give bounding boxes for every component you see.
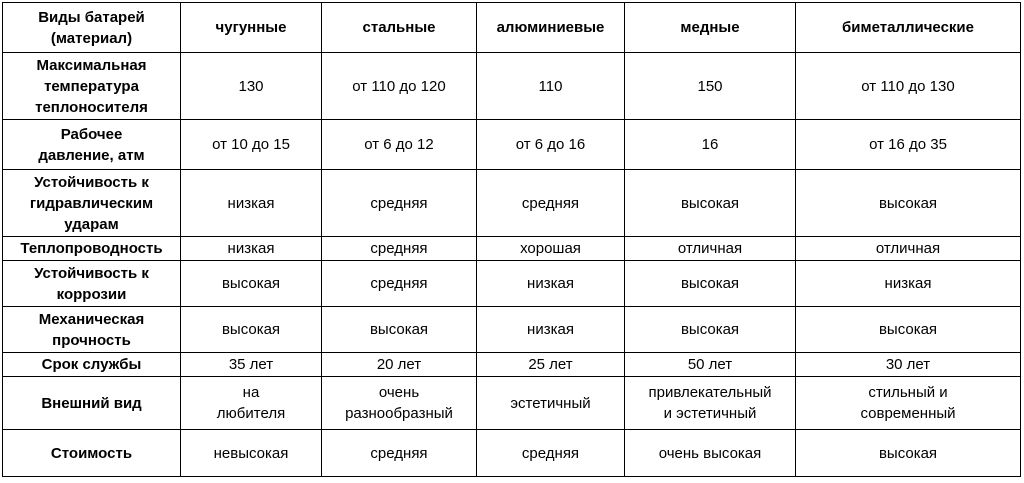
table-cell <box>796 261 1021 307</box>
table-cell <box>796 430 1021 477</box>
table-cell <box>625 430 796 477</box>
table-cell <box>625 170 796 237</box>
table-cell-line: высокая <box>680 275 740 292</box>
row-header-line: теплоносителя <box>35 98 148 116</box>
row-header <box>3 170 181 237</box>
table-cell-line: средняя <box>521 444 580 462</box>
column-header: медные <box>625 3 796 53</box>
column-header: биметаллические <box>796 3 1021 53</box>
table-cell-line: привлекательный <box>648 384 772 401</box>
table-row <box>3 430 1021 477</box>
table-cell <box>477 377 625 430</box>
table-row <box>3 353 1021 377</box>
row-header-line: Механическая <box>38 310 145 328</box>
table-cell-line: высокая <box>680 321 740 338</box>
table-cell-line: отличная <box>875 240 941 257</box>
row-header-line: прочность <box>52 331 131 349</box>
row-header <box>3 430 181 477</box>
table-cell <box>181 120 322 170</box>
column-header: чугунные <box>181 3 322 53</box>
table-cell-line: средняя <box>521 194 580 212</box>
row-header <box>3 307 181 353</box>
table-cell <box>625 377 796 430</box>
row-header-line: температура <box>44 77 139 95</box>
table-row <box>3 53 1021 120</box>
table-cell-line: разнообразный <box>345 405 453 422</box>
table-cell <box>477 307 625 353</box>
table-cell-line: невысокая <box>213 444 289 462</box>
table-cell <box>625 261 796 307</box>
table-cell <box>181 261 322 307</box>
table-cell-line: 50 лет <box>687 356 733 373</box>
table-cell-line: 110 <box>538 77 563 95</box>
table-cell-line: низкая <box>884 275 932 292</box>
table-cell <box>322 237 477 261</box>
table-cell <box>181 53 322 120</box>
corner-header-line: Виды батарей <box>38 8 145 26</box>
table-cell-line: от 110 до 130 <box>861 77 955 95</box>
row-header-line: давление, атм <box>38 146 145 164</box>
table-cell-line: отличная <box>677 240 743 257</box>
table-cell <box>625 53 796 120</box>
table-cell <box>477 120 625 170</box>
table-cell <box>322 307 477 353</box>
table-cell <box>477 430 625 477</box>
table-cell <box>181 430 322 477</box>
row-header-line: Срок службы <box>41 356 142 373</box>
table-cell-line: 150 <box>697 77 723 95</box>
table-cell <box>322 430 477 477</box>
table-cell <box>322 377 477 430</box>
table-cell-line: средняя <box>370 240 428 257</box>
table-cell-line: от 6 до 16 <box>515 136 586 153</box>
table-cell-line: высокая <box>680 194 740 212</box>
column-header: стальные <box>322 3 477 53</box>
table-cell-line: хорошая <box>520 240 581 257</box>
table-cell-line: любителя <box>216 405 286 422</box>
row-header-line: Устойчивость к <box>34 264 149 282</box>
table-row <box>3 237 1021 261</box>
table-cell-line: 35 лет <box>228 356 274 373</box>
row-header-line: Рабочее <box>60 125 123 143</box>
row-header-line: коррозии <box>56 285 127 303</box>
table-cell <box>796 377 1021 430</box>
row-header <box>3 120 181 170</box>
table-cell <box>625 120 796 170</box>
table-cell-line: высокая <box>878 194 938 212</box>
table-cell-line: 16 <box>701 136 719 153</box>
table-cell-line: 25 лет <box>528 356 573 373</box>
table-cell-line: современный <box>860 405 956 422</box>
table-cell <box>796 120 1021 170</box>
table-cell-line: средняя <box>370 275 428 292</box>
table-cell <box>181 377 322 430</box>
table-cell <box>477 237 625 261</box>
table-cell-line: от 10 до 15 <box>212 136 290 153</box>
table-cell <box>322 261 477 307</box>
table-cell-line: 20 лет <box>376 356 422 373</box>
table-row <box>3 170 1021 237</box>
table-cell-line: 30 лет <box>885 356 931 373</box>
table-cell-line: высокая <box>878 444 938 462</box>
table-cell-line: средняя <box>370 444 428 462</box>
table-cell <box>181 170 322 237</box>
column-header: алюминиевые <box>477 3 625 53</box>
table-cell <box>322 53 477 120</box>
table-cell <box>625 237 796 261</box>
row-header-line: Стоимость <box>50 444 133 462</box>
table-cell <box>322 170 477 237</box>
table-cell-line: низкая <box>227 240 275 257</box>
corner-header <box>3 3 181 53</box>
table-cell <box>477 170 625 237</box>
table-cell-line: высокая <box>878 321 938 338</box>
table-cell <box>322 353 477 377</box>
table-cell-line: высокая <box>369 321 429 338</box>
table-cell-line: низкая <box>227 194 275 212</box>
table-cell <box>477 353 625 377</box>
table-cell-line: высокая <box>221 275 281 292</box>
row-header-line: гидравлическим <box>29 194 154 212</box>
row-header-line: Устойчивость к <box>34 173 149 191</box>
table-cell-line: очень <box>378 384 420 401</box>
table-cell <box>322 120 477 170</box>
row-header-line: Теплопроводность <box>20 240 163 257</box>
table-cell <box>796 307 1021 353</box>
row-header <box>3 261 181 307</box>
table-row <box>3 377 1021 430</box>
table-cell-line: от 6 до 12 <box>364 136 434 153</box>
table-cell-line: эстетичный <box>510 394 591 412</box>
table-row <box>3 261 1021 307</box>
table-cell-line: очень высокая <box>658 444 762 462</box>
row-header-line: ударам <box>64 215 119 233</box>
table-cell <box>181 353 322 377</box>
row-header <box>3 377 181 430</box>
table-cell <box>477 53 625 120</box>
table-cell-line: средняя <box>370 194 428 212</box>
row-header <box>3 53 181 120</box>
header-row <box>3 3 1021 53</box>
table-cell <box>477 261 625 307</box>
table-cell-line: стильный и <box>868 384 948 401</box>
table-cell-line: высокая <box>221 321 281 338</box>
table-cell-line: низкая <box>527 275 574 292</box>
table-cell-line: на <box>242 384 260 401</box>
table-cell <box>181 307 322 353</box>
table-cell <box>796 237 1021 261</box>
radiator-comparison-table <box>2 2 1021 477</box>
table-cell <box>625 353 796 377</box>
table-cell <box>181 237 322 261</box>
table-cell <box>796 353 1021 377</box>
table-cell-line: 130 <box>238 77 264 95</box>
row-header-line: Максимальная <box>36 56 147 74</box>
table-cell-line: от 16 до 35 <box>869 136 947 153</box>
table-cell-line: от 110 до 120 <box>352 77 446 95</box>
row-header <box>3 237 181 261</box>
row-header-line: Внешний вид <box>41 394 142 412</box>
corner-header-line: (материал) <box>50 29 133 47</box>
table-cell-line: и эстетичный <box>663 405 757 422</box>
row-header <box>3 353 181 377</box>
table-cell <box>796 53 1021 120</box>
table-cell <box>625 307 796 353</box>
table-row <box>3 120 1021 170</box>
table-cell <box>796 170 1021 237</box>
table-row <box>3 307 1021 353</box>
table-cell-line: низкая <box>527 321 574 338</box>
